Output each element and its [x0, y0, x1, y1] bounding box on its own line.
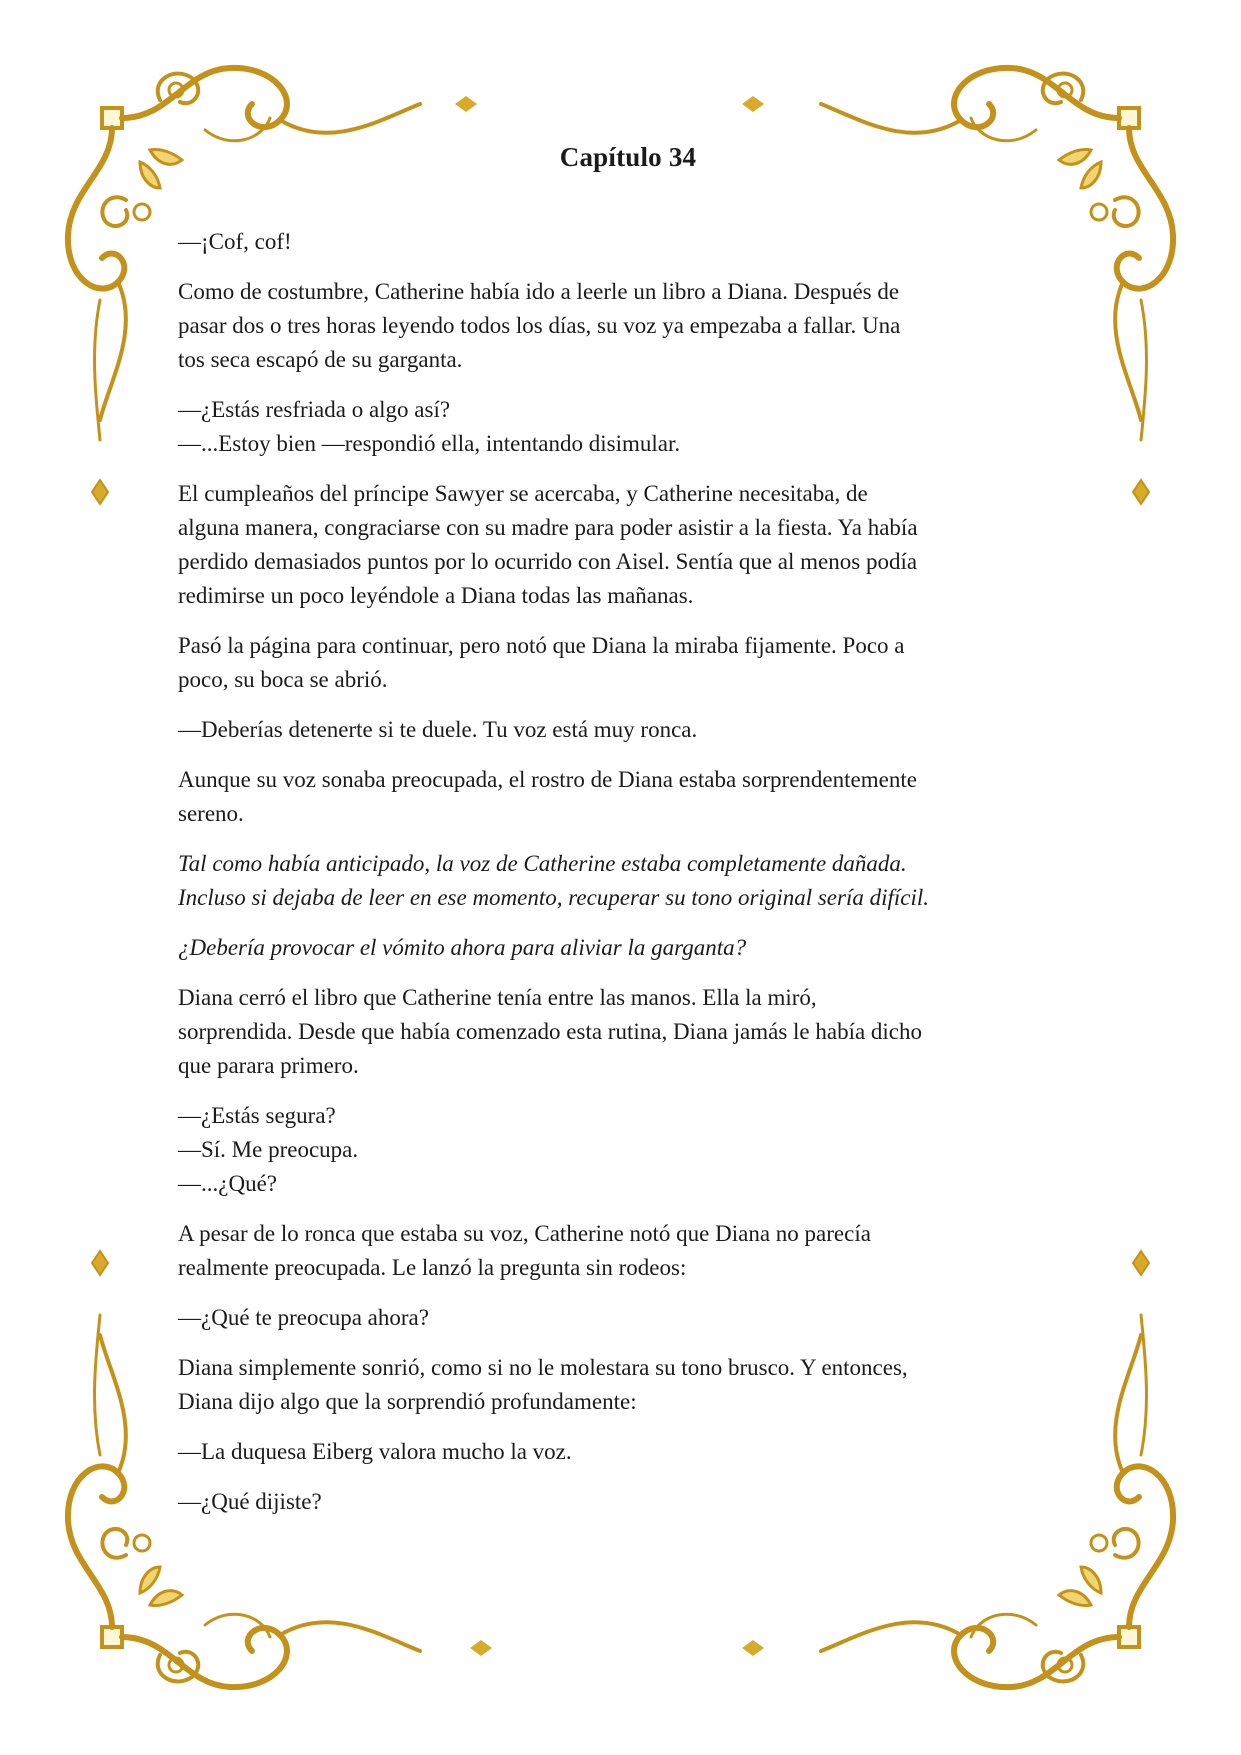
- paragraph-line: —¿Qué te preocupa ahora?: [178, 1305, 429, 1330]
- paragraph-line: realmente preocupada. Le lanzó la pregunta sin rodeos:: [178, 1255, 687, 1280]
- paragraph-line: —Sí. Me preocupa.: [178, 1137, 359, 1162]
- paragraph-line: —¿Qué dijiste?: [178, 1489, 322, 1514]
- paragraph: [178, 1435, 1078, 1469]
- paragraph: [178, 981, 1078, 1083]
- paragraph-line: tos seca escapó de su garganta.: [178, 347, 463, 372]
- paragraph: [178, 847, 1078, 915]
- paragraph-line: —¿Estás segura?: [178, 1103, 336, 1128]
- paragraph-line: —¡Cof, cof!: [178, 229, 292, 254]
- paragraph: [178, 1485, 1078, 1519]
- paragraph-line: pasar dos o tres horas leyendo todos los días, su voz ya empezaba a fallar. Una: [178, 313, 901, 338]
- paragraph: [178, 1217, 1078, 1285]
- paragraph-line: que parara primero.: [178, 1053, 359, 1078]
- paragraph-line: —La duquesa Eiberg valora mucho la voz.: [178, 1439, 572, 1464]
- paragraph-line: Diana dijo algo que la sorprendió profundamente:: [178, 1389, 637, 1414]
- paragraph: [178, 713, 1078, 747]
- paragraph-line: Diana simplemente sonrió, como si no le molestara su tono brusco. Y entonces,: [178, 1355, 908, 1380]
- paragraph: [178, 763, 1078, 831]
- paragraph-line: redimirse un poco leyéndole a Diana todas las mañanas.: [178, 583, 694, 608]
- paragraph-list: [178, 225, 1078, 1519]
- paragraph: [178, 477, 1078, 613]
- paragraph: [178, 1351, 1078, 1419]
- paragraph: [178, 1099, 1078, 1201]
- paragraph-line: A pesar de lo ronca que estaba su voz, Catherine notó que Diana no parecía: [178, 1221, 871, 1246]
- paragraph-line: Tal como había anticipado, la voz de Catherine estaba completamente dañada.: [178, 851, 907, 876]
- paragraph-line: poco, su boca se abrió.: [178, 667, 388, 692]
- paragraph: [178, 629, 1078, 697]
- paragraph-line: ¿Debería provocar el vómito ahora para aliviar la garganta?: [178, 935, 747, 960]
- paragraph: [178, 275, 1078, 377]
- paragraph-line: sereno.: [178, 801, 244, 826]
- paragraph-line: Pasó la página para continuar, pero notó que Diana la miraba fijamente. Poco a: [178, 633, 905, 658]
- paragraph: [178, 225, 1078, 259]
- paragraph-line: Aunque su voz sonaba preocupada, el rostro de Diana estaba sorprendentemente: [178, 767, 917, 792]
- paragraph: [178, 931, 1078, 965]
- paragraph-line: Diana cerró el libro que Catherine tenía entre las manos. Ella la miró,: [178, 985, 817, 1010]
- paragraph: [178, 393, 1078, 461]
- paragraph-line: —¿Estás resfriada o algo así?: [178, 397, 451, 422]
- paragraph-line: Incluso si dejaba de leer en ese momento, recuperar su tono original sería difícil.: [178, 885, 930, 910]
- paragraph-line: —...¿Qué?: [178, 1171, 277, 1196]
- chapter-title: Capítulo 34: [559, 142, 697, 172]
- paragraph: [178, 1301, 1078, 1335]
- paragraph-line: perdido demasiados puntos por lo ocurrido con Aisel. Sentía que al menos podía: [178, 549, 918, 574]
- paragraph-line: alguna manera, congraciarse con su madre para poder asistir a la fiesta. Ya había: [178, 515, 918, 540]
- paragraph-line: Como de costumbre, Catherine había ido a leerle un libro a Diana. Después de: [178, 279, 900, 304]
- paragraph-line: sorprendida. Desde que había comenzado esta rutina, Diana jamás le había dicho: [178, 1019, 923, 1044]
- paragraph-line: —...Estoy bien —respondió ella, intentando disimular.: [178, 431, 681, 456]
- paragraph-line: —Deberías detenerte si te duele. Tu voz está muy ronca.: [178, 717, 698, 742]
- paragraph-line: El cumpleaños del príncipe Sawyer se acercaba, y Catherine necesitaba, de: [178, 481, 868, 506]
- document-body: [178, 142, 1078, 1535]
